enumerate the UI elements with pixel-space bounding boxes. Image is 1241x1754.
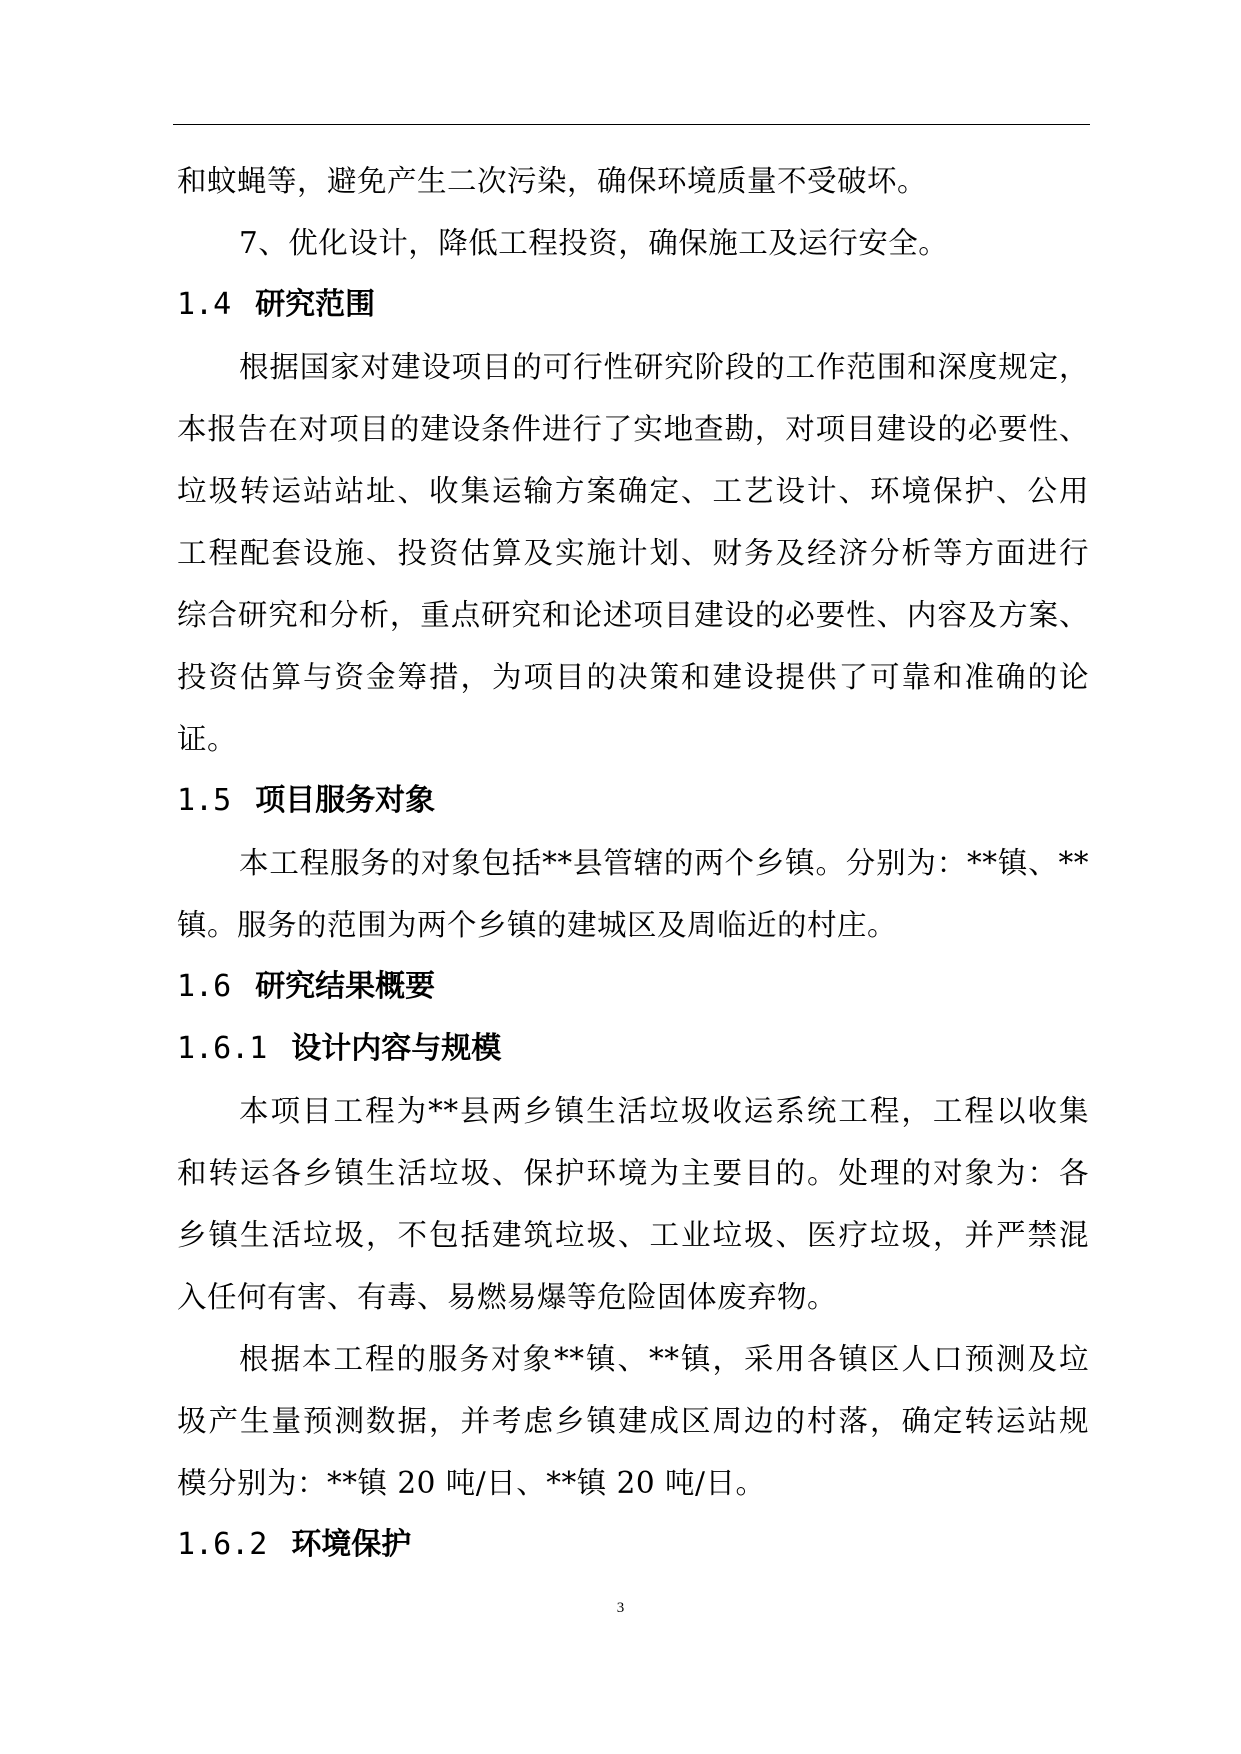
- section-title: 环境保护: [291, 1527, 412, 1562]
- paragraph: [177, 150, 1089, 212]
- paragraph-line: 模分别为：**镇 20 吨/日、**镇 20 吨/日。: [177, 1466, 766, 1500]
- paragraph-line: 垃圾转运站站址、收集运输方案确定、工艺设计、环境保护、公用: [177, 474, 1089, 508]
- paragraph-line: 综合研究和分析，重点研究和论述项目建设的必要性、内容及方案、: [177, 598, 1089, 632]
- document-body: [177, 150, 1089, 1576]
- paragraph-line: 乡镇生活垃圾，不包括建筑垃圾、工业垃圾、医疗垃圾，并严禁混: [177, 1218, 1089, 1252]
- section-heading: [177, 274, 1089, 336]
- section-number: 1.5: [177, 783, 232, 818]
- section-heading: [177, 1514, 1089, 1576]
- paragraph: [177, 1328, 1089, 1514]
- paragraph: [177, 212, 1089, 274]
- section-title: 研究范围: [255, 287, 376, 322]
- section-heading: [177, 770, 1089, 832]
- section-title: 项目服务对象: [255, 783, 436, 818]
- section-number: 1.6.2: [177, 1527, 268, 1562]
- section-number: 1.6.1: [177, 1031, 268, 1066]
- paragraph-line: 本项目工程为**县两乡镇生活垃圾收运系统工程，工程以收集: [239, 1094, 1089, 1128]
- paragraph-line: 圾产生量预测数据，并考虑乡镇建成区周边的村落，确定转运站规: [177, 1404, 1089, 1438]
- paragraph-line: 和蚊蝇等，避免产生二次污染，确保环境质量不受破坏。: [177, 164, 928, 198]
- paragraph-line: 入任何有害、有毒、易燃易爆等危险固体废弃物。: [177, 1280, 838, 1314]
- section-heading: [177, 1018, 1089, 1080]
- section-heading: [177, 956, 1089, 1018]
- section-title: 研究结果概要: [255, 969, 436, 1004]
- paragraph-line: 根据国家对建设项目的可行性研究阶段的工作范围和深度规定，: [239, 350, 1089, 384]
- paragraph: [177, 336, 1089, 770]
- header-rule: [173, 124, 1090, 125]
- paragraph-line: 工程配套设施、投资估算及实施计划、财务及经济分析等方面进行: [177, 536, 1089, 570]
- paragraph: [177, 832, 1089, 956]
- section-title: 设计内容与规模: [291, 1031, 502, 1066]
- section-number: 1.4: [177, 287, 232, 322]
- section-number: 1.6: [177, 969, 232, 1004]
- paragraph-line: 证。: [177, 722, 238, 756]
- paragraph-line: 投资估算与资金筹措，为项目的决策和建设提供了可靠和准确的论: [177, 660, 1089, 694]
- paragraph-line: 本工程服务的对象包括**县管辖的两个乡镇。分别为：**镇、**: [239, 846, 1089, 880]
- paragraph-line: 7、优化设计，降低工程投资，确保施工及运行安全。: [239, 226, 949, 260]
- paragraph: [177, 1080, 1089, 1328]
- paragraph-line: 镇。服务的范围为两个乡镇的建城区及周临近的村庄。: [177, 908, 898, 942]
- paragraph-line: 根据本工程的服务对象**镇、**镇，采用各镇区人口预测及垃: [239, 1342, 1089, 1376]
- paragraph-line: 和转运各乡镇生活垃圾、保护环境为主要目的。处理的对象为：各: [177, 1156, 1089, 1190]
- paragraph-line: 本报告在对项目的建设条件进行了实地查勘，对项目建设的必要性、: [177, 412, 1089, 446]
- page-number: 3: [616, 1600, 625, 1616]
